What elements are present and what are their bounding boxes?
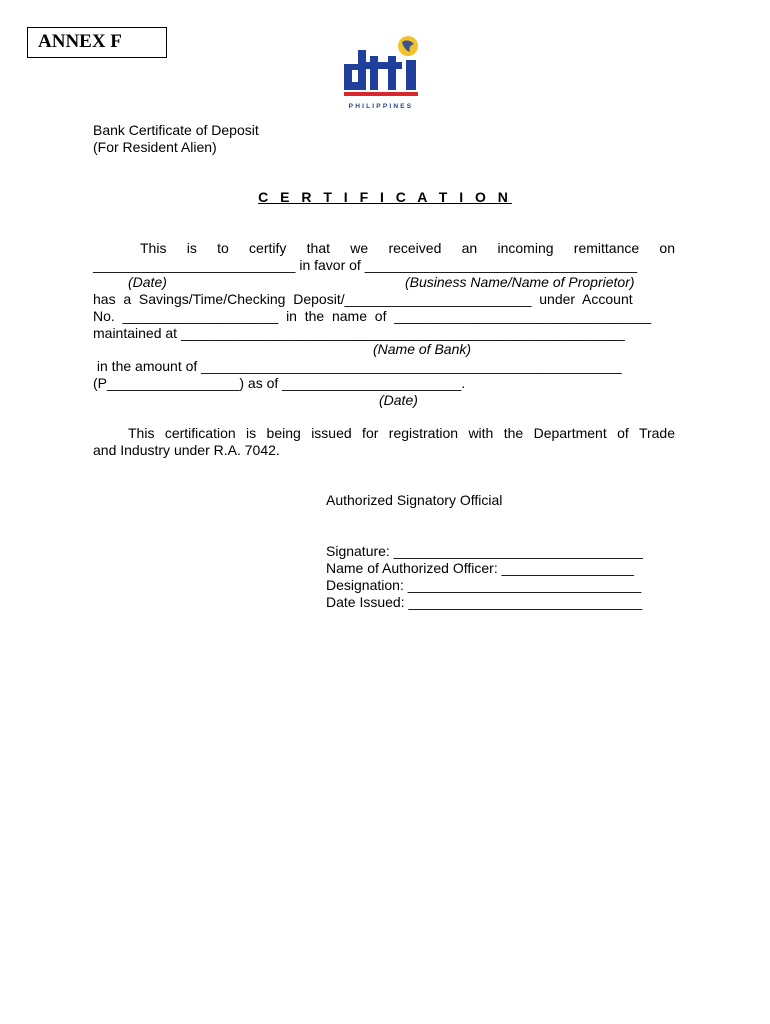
date-issued-field: Date Issued: ______________________________: [326, 594, 643, 610]
bank-name-caption: (Name of Bank): [373, 341, 472, 357]
statement-line-1: This certification is being issued for registration with the Department of Trade: [128, 425, 675, 441]
designation-field: Designation: ______________________________: [326, 577, 642, 593]
date-caption: (Date): [128, 274, 167, 290]
body-line-4: has a Savings/Time/Checking Deposit/________________________ under Account: [93, 291, 633, 307]
body-line-2: __________________________ in favor of ___________________________________: [93, 257, 638, 273]
body-line-9: (P_________________) as of _______________________.: [93, 375, 466, 391]
body-line-1: This is to certify that we received an incoming remittance on: [140, 240, 675, 256]
date-caption-2: (Date): [379, 392, 418, 408]
doc-subtype-label: (For Resident Alien): [93, 139, 217, 155]
officer-name-field: Name of Authorized Officer: _________________: [326, 560, 634, 576]
annex-label: ANNEX F: [27, 27, 167, 58]
body-line-5: No. ____________________ in the name of _________________________________: [93, 308, 652, 324]
signature-field: Signature: ________________________________: [326, 543, 643, 559]
business-name-caption: (Business Name/Name of Proprietor): [405, 274, 635, 290]
statement-line-2: and Industry under R.A. 7042.: [93, 442, 280, 458]
body-line-6: maintained at _________________________________________________________: [93, 325, 625, 341]
signatory-heading: Authorized Signatory Official: [326, 492, 503, 508]
page-title: C E R T I F I C A T I O N: [258, 189, 512, 205]
svg-text:PHILIPPINES: PHILIPPINES: [348, 103, 414, 110]
doc-type-label: Bank Certificate of Deposit: [93, 122, 259, 138]
dti-logo: [340, 34, 424, 112]
body-line-8: in the amount of ______________________________________________________: [93, 358, 622, 374]
